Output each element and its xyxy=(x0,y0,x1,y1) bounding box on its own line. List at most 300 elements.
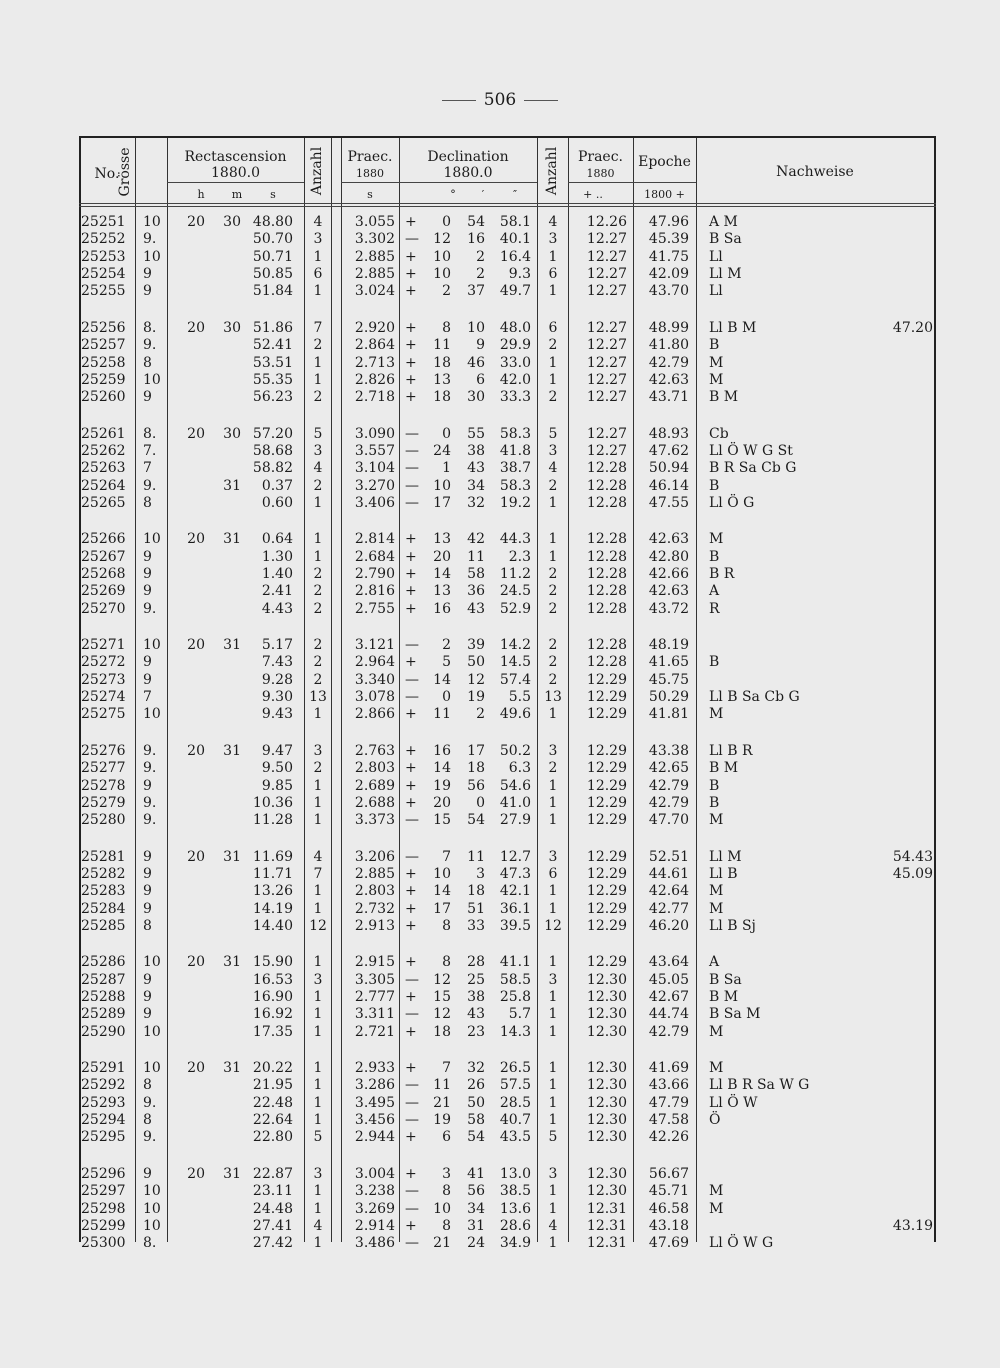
cell-no: 25289 xyxy=(81,1006,126,1023)
cell-no: 25272 xyxy=(81,654,126,671)
cell-s: 9.85 xyxy=(261,777,293,794)
cell-p2: 12.28 xyxy=(586,654,627,671)
cell-no: 25275 xyxy=(81,706,126,723)
cell-ep: 42.63 xyxy=(648,371,689,388)
cell-no: 25276 xyxy=(81,742,126,759)
cell-dd: 10 xyxy=(433,865,451,882)
cell-h: 20 xyxy=(187,319,205,336)
cell-ep: 47.69 xyxy=(648,1235,689,1252)
cell-s: 53.51 xyxy=(252,354,293,371)
cell-dm: 3 xyxy=(476,865,485,882)
cell-s: 50.70 xyxy=(252,231,293,248)
cell-no: 25269 xyxy=(81,583,126,600)
cell-ds: 19.2 xyxy=(499,494,531,511)
cell-dd: 2 xyxy=(442,283,451,300)
cell-nw: B R xyxy=(709,566,735,582)
cell-p1: 3.495 xyxy=(354,1094,395,1111)
cell-ds: 49.6 xyxy=(499,706,531,723)
cell-p2: 12.26 xyxy=(586,214,627,230)
cell-no: 25297 xyxy=(81,1183,126,1200)
cell-ds: 38.7 xyxy=(499,460,531,477)
cell-p2: 12.30 xyxy=(586,1094,627,1111)
cell-nw: B xyxy=(709,548,720,565)
cell-ep: 45.71 xyxy=(648,1183,689,1200)
cell-s: 22.87 xyxy=(252,1165,293,1182)
cell-dd: 21 xyxy=(433,1235,451,1252)
cell-nw: Ll B M xyxy=(709,319,757,336)
cell-no: 25292 xyxy=(81,1077,126,1094)
cell-m: 30 xyxy=(223,319,241,336)
cell-dm: 32 xyxy=(467,494,485,511)
cell-n1: 12 xyxy=(309,917,327,934)
cell-n1: 1 xyxy=(313,1112,323,1129)
cell-p1: 2.803 xyxy=(354,760,395,777)
cell-nw: Ll Ö G xyxy=(709,494,755,511)
cell-p2: 12.30 xyxy=(586,1112,627,1129)
cell-dd: 14 xyxy=(433,566,451,582)
cell-dm: 18 xyxy=(467,883,485,900)
cell-p1: 2.755 xyxy=(354,600,395,617)
cell-n2: 1 xyxy=(548,1060,558,1076)
cell-n2: 1 xyxy=(548,812,558,829)
cell-p2: 12.27 xyxy=(586,442,627,459)
header-nachweise: Nachweise xyxy=(776,164,854,180)
table-row xyxy=(79,1077,936,1094)
table-row xyxy=(79,283,936,300)
cell-p2: 12.27 xyxy=(586,425,627,442)
table-row xyxy=(79,1166,936,1183)
cell-h: 20 xyxy=(187,425,205,442)
cell-dd: 2 xyxy=(442,637,451,653)
cell-dm: 26 xyxy=(467,1077,485,1094)
cell-gr: 9. xyxy=(143,1129,157,1146)
cell-n1: 2 xyxy=(313,637,323,653)
cell-n2: 1 xyxy=(548,989,558,1005)
cell-n2: 2 xyxy=(548,637,558,653)
cell-n2: 12 xyxy=(544,917,562,934)
cell-p1: 2.816 xyxy=(354,583,395,600)
cell-s: 16.90 xyxy=(252,989,293,1005)
cell-p2: 12.27 xyxy=(586,319,627,336)
cell-dm: 28 xyxy=(467,954,485,971)
cell-p1: 3.286 xyxy=(354,1077,395,1094)
cell-gr: 9 xyxy=(143,1165,152,1182)
cell-dd: 11 xyxy=(433,706,451,723)
cell-dd: 8 xyxy=(442,954,451,971)
cell-ds: 29.9 xyxy=(499,337,531,354)
cell-p1: 3.078 xyxy=(354,689,395,705)
cell-nw: A xyxy=(709,583,720,600)
cell-p1: 2.777 xyxy=(354,989,395,1005)
cell-p1: 3.206 xyxy=(354,848,395,865)
header-praec-decl-year: 1880 xyxy=(586,167,615,180)
cell-n2: 1 xyxy=(548,1235,558,1252)
cell-ep: 43.72 xyxy=(648,600,689,617)
cell-s: 7.43 xyxy=(261,654,293,671)
cell-ds: 34.9 xyxy=(499,1235,531,1252)
cell-n1: 4 xyxy=(313,214,323,230)
cell-dd: 0 xyxy=(442,425,451,442)
cell-dm: 39 xyxy=(467,637,485,653)
cell-no: 25283 xyxy=(81,883,126,900)
cell-s: 22.48 xyxy=(252,1094,293,1111)
cell-s: 21.95 xyxy=(252,1077,293,1094)
cell-p1: 3.104 xyxy=(354,460,395,477)
cell-p1: 3.557 xyxy=(354,442,395,459)
cell-no: 25282 xyxy=(81,865,126,882)
table-row xyxy=(79,778,936,795)
cell-nw: M xyxy=(709,1200,724,1217)
cell-gr: 9 xyxy=(143,883,152,900)
cell-sign: + xyxy=(405,989,417,1005)
cell-ex: 43.19 xyxy=(892,1217,933,1234)
cell-n1: 1 xyxy=(313,494,323,511)
cell-ds: 41.1 xyxy=(499,954,531,971)
cell-n1: 1 xyxy=(313,883,323,900)
cell-nw: B M xyxy=(709,989,739,1005)
table-row xyxy=(79,1183,936,1200)
cell-p1: 3.406 xyxy=(354,494,395,511)
cell-dd: 14 xyxy=(433,671,451,688)
cell-ep: 48.93 xyxy=(648,425,689,442)
cell-dd: 12 xyxy=(433,1006,451,1023)
table-row xyxy=(79,355,936,372)
cell-n1: 4 xyxy=(313,460,323,477)
cell-nw: Ll B xyxy=(709,865,738,882)
cell-ep: 45.75 xyxy=(648,671,689,688)
cell-gr: 10 xyxy=(143,214,161,230)
cell-sign: + xyxy=(405,248,417,265)
cell-s: 23.11 xyxy=(252,1183,293,1200)
cell-dm: 2 xyxy=(476,706,485,723)
cell-gr: 9 xyxy=(143,583,152,600)
cell-p2: 12.29 xyxy=(586,777,627,794)
cell-dm: 19 xyxy=(467,689,485,705)
cell-p2: 12.27 xyxy=(586,248,627,265)
cell-gr: 10 xyxy=(143,637,161,653)
cell-p2: 12.31 xyxy=(586,1235,627,1252)
cell-dd: 0 xyxy=(442,689,451,705)
cell-nw: M xyxy=(709,706,724,723)
cell-p1: 2.944 xyxy=(354,1129,395,1146)
cell-dm: 38 xyxy=(467,442,485,459)
cell-ep: 42.79 xyxy=(648,354,689,371)
cell-nw: M xyxy=(709,812,724,829)
cell-ep: 42.79 xyxy=(648,777,689,794)
cell-p1: 3.055 xyxy=(354,214,395,230)
cell-n2: 6 xyxy=(548,319,558,336)
cell-dd: 15 xyxy=(433,812,451,829)
cell-dm: 51 xyxy=(467,900,485,917)
cell-s: 17.35 xyxy=(252,1023,293,1040)
cell-m: 31 xyxy=(223,1060,241,1076)
cell-s: 50.85 xyxy=(252,266,293,283)
cell-gr: 8 xyxy=(143,1077,152,1094)
cell-gr: 9. xyxy=(143,794,157,811)
cell-sign: + xyxy=(405,777,417,794)
cell-ep: 50.94 xyxy=(648,460,689,477)
header-ra-epoch: 1880.0 xyxy=(211,165,260,181)
cell-n1: 1 xyxy=(313,1006,323,1023)
cell-s: 22.64 xyxy=(252,1112,293,1129)
cell-p1: 2.913 xyxy=(354,917,395,934)
cell-p2: 12.29 xyxy=(586,812,627,829)
cell-m: 31 xyxy=(223,954,241,971)
cell-dm: 16 xyxy=(467,231,485,248)
cell-sign: + xyxy=(405,917,417,934)
cell-ds: 58.1 xyxy=(499,214,531,230)
cell-ds: 38.5 xyxy=(499,1183,531,1200)
cell-n1: 2 xyxy=(313,583,323,600)
cell-n1: 1 xyxy=(313,900,323,917)
cell-p2: 12.28 xyxy=(586,494,627,511)
cell-s: 16.92 xyxy=(252,1006,293,1023)
cell-no: 25278 xyxy=(81,777,126,794)
cell-sign: + xyxy=(405,706,417,723)
cell-dd: 16 xyxy=(433,742,451,759)
cell-sign: — xyxy=(405,425,419,442)
cell-no: 25259 xyxy=(81,371,126,388)
cell-dm: 24 xyxy=(467,1235,485,1252)
cell-p2: 12.27 xyxy=(586,283,627,300)
cell-ep: 47.96 xyxy=(648,214,689,230)
cell-s: 27.42 xyxy=(252,1235,293,1252)
cell-s: 4.43 xyxy=(261,600,293,617)
cell-ep: 42.79 xyxy=(648,1023,689,1040)
cell-n1: 1 xyxy=(313,354,323,371)
cell-sign: + xyxy=(405,900,417,917)
cell-ds: 50.2 xyxy=(499,742,531,759)
cell-sign: + xyxy=(405,600,417,617)
table-row xyxy=(79,231,936,248)
cell-ds: 14.5 xyxy=(499,654,531,671)
cell-ds: 41.0 xyxy=(499,794,531,811)
cell-n1: 2 xyxy=(313,600,323,617)
cell-dd: 12 xyxy=(433,231,451,248)
cell-m: 31 xyxy=(223,637,241,653)
cell-p2: 12.29 xyxy=(586,900,627,917)
cell-n1: 1 xyxy=(313,531,323,548)
cell-sign: — xyxy=(405,689,419,705)
cell-ds: 28.6 xyxy=(499,1217,531,1234)
cell-p2: 12.28 xyxy=(586,460,627,477)
cell-n1: 2 xyxy=(313,760,323,777)
cell-no: 25274 xyxy=(81,689,126,705)
cell-no: 25281 xyxy=(81,848,126,865)
cell-p2: 12.28 xyxy=(586,531,627,548)
cell-ds: 48.0 xyxy=(499,319,531,336)
cell-s: 50.71 xyxy=(252,248,293,265)
table-row xyxy=(79,972,936,989)
cell-ep: 43.18 xyxy=(648,1217,689,1234)
cell-ds: 14.2 xyxy=(499,637,531,653)
cell-p1: 2.721 xyxy=(354,1023,395,1040)
cell-gr: 8 xyxy=(143,1112,152,1129)
cell-n1: 2 xyxy=(313,671,323,688)
cell-no: 25254 xyxy=(81,266,126,283)
cell-ds: 11.2 xyxy=(499,566,531,582)
table-row xyxy=(79,549,936,566)
cell-ep: 42.80 xyxy=(648,548,689,565)
cell-dm: 42 xyxy=(467,531,485,548)
cell-n1: 3 xyxy=(313,742,323,759)
cell-sign: + xyxy=(405,1217,417,1234)
cell-p1: 2.803 xyxy=(354,883,395,900)
cell-n1: 4 xyxy=(313,848,323,865)
cell-ds: 13.6 xyxy=(499,1200,531,1217)
cell-no: 25260 xyxy=(81,389,126,406)
cell-ep: 42.63 xyxy=(648,583,689,600)
cell-ds: 24.5 xyxy=(499,583,531,600)
cell-no: 25262 xyxy=(81,442,126,459)
cell-dm: 58 xyxy=(467,566,485,582)
cell-n2: 1 xyxy=(548,794,558,811)
cell-gr: 10 xyxy=(143,531,161,548)
cell-dd: 21 xyxy=(433,1094,451,1111)
cell-s: 9.30 xyxy=(261,689,293,705)
cell-ep: 41.80 xyxy=(648,337,689,354)
cell-m: 30 xyxy=(223,214,241,230)
cell-s: 20.22 xyxy=(252,1060,293,1076)
cell-sign: — xyxy=(405,494,419,511)
cell-nw: M xyxy=(709,1183,724,1200)
cell-n1: 5 xyxy=(313,1129,323,1146)
cell-n2: 1 xyxy=(548,548,558,565)
cell-gr: 9 xyxy=(143,848,152,865)
cell-m: 31 xyxy=(223,848,241,865)
cell-sign: + xyxy=(405,1129,417,1146)
cell-p1: 2.933 xyxy=(354,1060,395,1076)
cell-h: 20 xyxy=(187,848,205,865)
cell-p2: 12.29 xyxy=(586,883,627,900)
cell-ep: 46.20 xyxy=(648,917,689,934)
cell-n1: 1 xyxy=(313,812,323,829)
cell-m: 30 xyxy=(223,425,241,442)
cell-ep: 56.67 xyxy=(648,1165,689,1182)
header-decl-epoch: 1880.0 xyxy=(443,165,493,181)
cell-no: 25257 xyxy=(81,337,126,354)
cell-sign: + xyxy=(405,266,417,283)
cell-p2: 12.30 xyxy=(586,971,627,988)
cell-ep: 43.71 xyxy=(648,389,689,406)
cell-n1: 2 xyxy=(313,477,323,494)
cell-sign: — xyxy=(405,671,419,688)
cell-ex: 47.20 xyxy=(892,319,933,336)
cell-ep: 50.29 xyxy=(648,689,689,705)
cell-gr: 10 xyxy=(143,371,161,388)
cell-p1: 2.689 xyxy=(354,777,395,794)
cell-dd: 1 xyxy=(442,460,451,477)
table-row xyxy=(79,1006,936,1023)
cell-s: 56.23 xyxy=(252,389,293,406)
cell-n1: 4 xyxy=(313,1217,323,1234)
cell-n2: 5 xyxy=(548,1129,558,1146)
table-row xyxy=(79,849,936,866)
cell-no: 25271 xyxy=(81,637,126,653)
cell-p2: 12.28 xyxy=(586,548,627,565)
cell-s: 0.64 xyxy=(261,531,293,548)
cell-n2: 2 xyxy=(548,337,558,354)
table-row xyxy=(79,372,936,389)
cell-n1: 1 xyxy=(313,1060,323,1076)
cell-p2: 12.31 xyxy=(586,1200,627,1217)
cell-p2: 12.30 xyxy=(586,989,627,1005)
table-row xyxy=(79,566,936,583)
cell-no: 25270 xyxy=(81,600,126,617)
header-declination: Declination xyxy=(427,149,509,165)
cell-n2: 6 xyxy=(548,865,558,882)
cell-p2: 12.31 xyxy=(586,1217,627,1234)
cell-ds: 27.9 xyxy=(499,812,531,829)
cell-no: 25252 xyxy=(81,231,126,248)
cell-ep: 46.58 xyxy=(648,1200,689,1217)
cell-p2: 12.29 xyxy=(586,760,627,777)
cell-ds: 54.6 xyxy=(499,777,531,794)
cell-gr: 9 xyxy=(143,389,152,406)
cell-n2: 3 xyxy=(548,442,558,459)
cell-sign: — xyxy=(405,637,419,653)
cell-n1: 1 xyxy=(313,989,323,1005)
cell-nw: Cb xyxy=(709,425,729,442)
cell-p1: 3.269 xyxy=(354,1200,395,1217)
cell-sign: — xyxy=(405,1235,419,1252)
cell-p1: 2.885 xyxy=(354,248,395,265)
cell-sign: — xyxy=(405,1200,419,1217)
cell-s: 52.41 xyxy=(252,337,293,354)
table-row xyxy=(79,389,936,406)
cell-ds: 41.8 xyxy=(499,442,531,459)
cell-s: 13.26 xyxy=(252,883,293,900)
cell-nw: B M xyxy=(709,389,739,406)
cell-dm: 37 xyxy=(467,283,485,300)
cell-m: 31 xyxy=(223,1165,241,1182)
cell-no: 25266 xyxy=(81,531,126,548)
cell-ds: 14.3 xyxy=(499,1023,531,1040)
table-row xyxy=(79,443,936,460)
cell-no: 25251 xyxy=(81,214,126,230)
cell-n2: 2 xyxy=(548,760,558,777)
cell-dm: 12 xyxy=(467,671,485,688)
cell-ep: 41.69 xyxy=(648,1060,689,1076)
cell-p2: 12.30 xyxy=(586,1023,627,1040)
cell-dm: 56 xyxy=(467,1183,485,1200)
header-no: No. xyxy=(94,166,120,182)
cell-ds: 13.0 xyxy=(499,1165,531,1182)
cell-ep: 42.66 xyxy=(648,566,689,582)
cell-dd: 14 xyxy=(433,760,451,777)
cell-dm: 31 xyxy=(467,1217,485,1234)
cell-dd: 3 xyxy=(442,1165,451,1182)
cell-n2: 2 xyxy=(548,583,558,600)
cell-p1: 3.238 xyxy=(354,1183,395,1200)
cell-ep: 43.64 xyxy=(648,954,689,971)
cell-s: 55.35 xyxy=(252,371,293,388)
cell-no: 25286 xyxy=(81,954,126,971)
cell-s: 9.50 xyxy=(261,760,293,777)
table-row xyxy=(79,495,936,512)
cell-ds: 57.4 xyxy=(499,671,531,688)
cell-nw: B xyxy=(709,337,720,354)
cell-p1: 3.121 xyxy=(354,637,395,653)
cell-dm: 9 xyxy=(476,337,485,354)
cell-n2: 6 xyxy=(548,266,558,283)
cell-ds: 2.3 xyxy=(508,548,531,565)
cell-nw: M xyxy=(709,1060,724,1076)
cell-p1: 3.311 xyxy=(354,1006,395,1023)
cell-no: 25287 xyxy=(81,971,126,988)
cell-n2: 1 xyxy=(548,900,558,917)
cell-ep: 52.51 xyxy=(648,848,689,865)
